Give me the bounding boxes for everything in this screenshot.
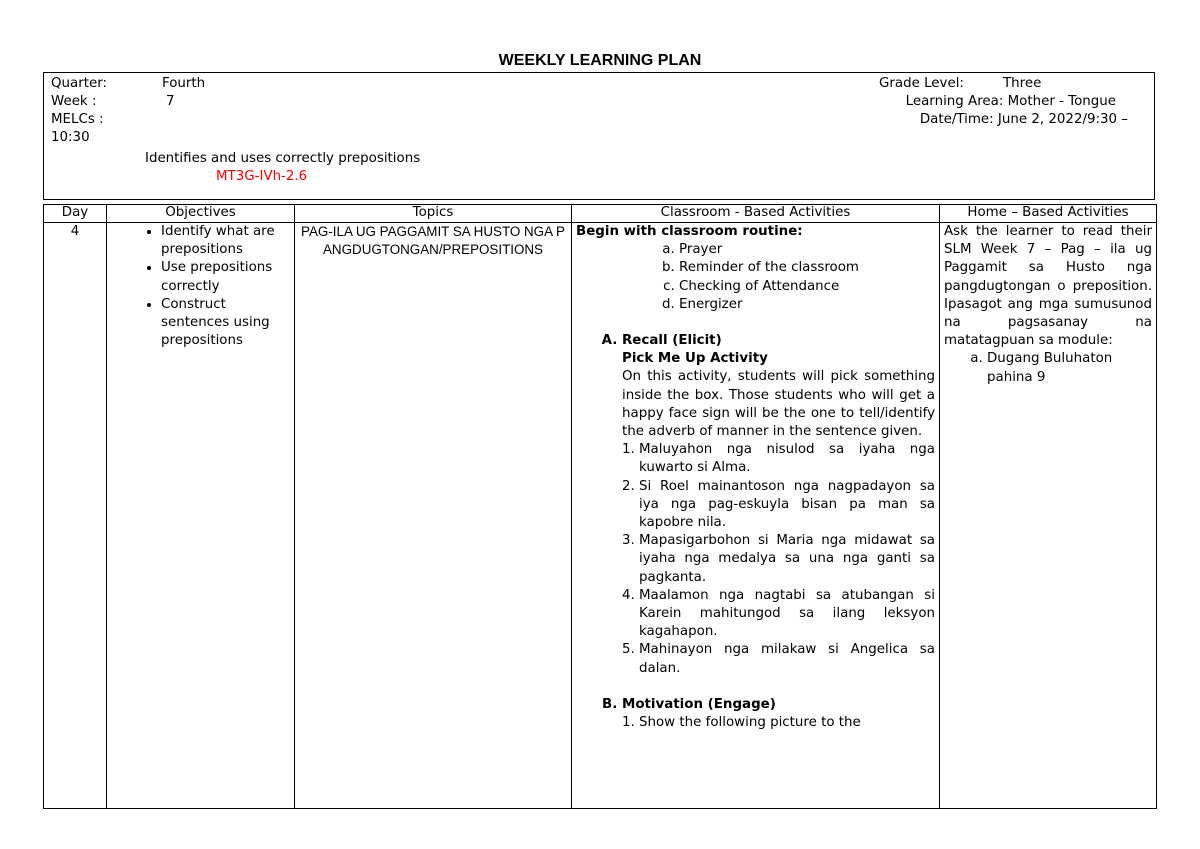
section-a-title: A. Recall (Elicit): [622, 333, 722, 349]
plan-header: [43, 72, 1155, 200]
col-header-objectives: Objectives: [107, 205, 295, 223]
learning-area: Learning Area: Mother - Tongue: [905, 94, 1116, 109]
quarter-value: Fourth: [162, 76, 206, 91]
plan-table: [43, 204, 1157, 809]
list-item: a. Dugang Buluhaton pahina 9: [987, 350, 1152, 386]
objective-item: • Identify what are prepositions: [161, 223, 290, 259]
section-b-title: B. Motivation (Engage): [622, 696, 776, 712]
routine-heading: Begin with classroom routine:: [576, 224, 803, 239]
list-item: b. Reminder of the classroom: [679, 259, 935, 277]
col-header-home: Home – Based Activities: [940, 205, 1157, 223]
week-label: Week :: [51, 94, 97, 109]
col-header-day: Day: [44, 205, 107, 223]
motivation-list: [622, 714, 935, 732]
objectives-cell: [107, 223, 295, 809]
table-row: [44, 223, 1157, 809]
list-item: 1. Show the following picture to the: [639, 714, 935, 732]
home-cell: [940, 223, 1157, 809]
activity-sections: [576, 332, 935, 732]
classroom-cell: [572, 223, 940, 809]
melc-text: Identifies and uses correctly prepositions: [145, 151, 421, 166]
melc-code: MT3G-IVh-2.6: [216, 169, 308, 184]
list-item: c. Checking of Attendance: [679, 278, 935, 296]
topic-text: PAG-ILA UG PAGGAMIT SA HUSTO NGA PANGDUGTONGAN/PREPOSITIONS: [301, 224, 565, 257]
col-header-topics: Topics: [295, 205, 572, 223]
melcs-label: MELCs :: [51, 112, 104, 127]
objective-item: • Construct sentences using prepositions: [161, 296, 290, 351]
day-cell: 4: [44, 223, 107, 809]
list-item: 4. Maalamon nga nagtabi sa atubangan si Karein mahitungod sa ilang leksyon kagahapon.: [639, 587, 935, 642]
date-time: Date/Time: June 2, 2022/9:30 –: [919, 112, 1128, 127]
home-text: Ask the learner to read their SLM Week 7 – Pag – ila ug Paggamit sa Husto nga pangdugtongan o preposition. Ipasagot ang mga sumusunod na pagsasanay na matatagpuan sa module:: [944, 224, 1152, 349]
objective-item: • Use prepositions correctly: [161, 259, 290, 295]
section-recall: [622, 332, 935, 696]
home-list: [944, 350, 1152, 386]
grade-label: Grade Level:: [879, 76, 964, 91]
quarter-label: Quarter:: [51, 76, 108, 91]
grade-value: Three: [1003, 76, 1042, 91]
routine-list: [576, 241, 935, 314]
table-header-row: [44, 205, 1157, 223]
week-value: 7: [166, 94, 175, 109]
section-a-subtitle: Pick Me Up Activity: [622, 351, 768, 367]
topic-cell: [295, 223, 572, 809]
col-header-classroom: Classroom - Based Activities: [572, 205, 940, 223]
recall-sentences: [622, 441, 935, 678]
list-item: d. Energizer: [679, 296, 935, 314]
section-a-text: On this activity, students will pick something inside the box. Those students who will get a happy face sign will be the one to tell/identify the adverb of manner in the sentence given.: [622, 369, 935, 440]
time-continuation: 10:30: [51, 130, 90, 145]
section-motivation: [622, 696, 935, 732]
list-item: 3. Mapasigarbohon si Maria nga midawat sa iyaha nga medalya sa una nga ganti sa pagkanta.: [639, 532, 935, 587]
list-item: a. Prayer: [679, 241, 935, 259]
list-item: 1. Maluyahon nga nisulod sa iyaha nga kuwarto si Alma.: [639, 441, 935, 477]
list-item: 5. Mahinayon nga milakaw si Angelica sa dalan.: [639, 641, 935, 677]
list-item: 2. Si Roel mainantoson nga nagpadayon sa iya nga pag-eskuyla bisan pa man sa kapobre nila.: [639, 478, 935, 533]
page-title: WEEKLY LEARNING PLAN: [498, 52, 702, 69]
